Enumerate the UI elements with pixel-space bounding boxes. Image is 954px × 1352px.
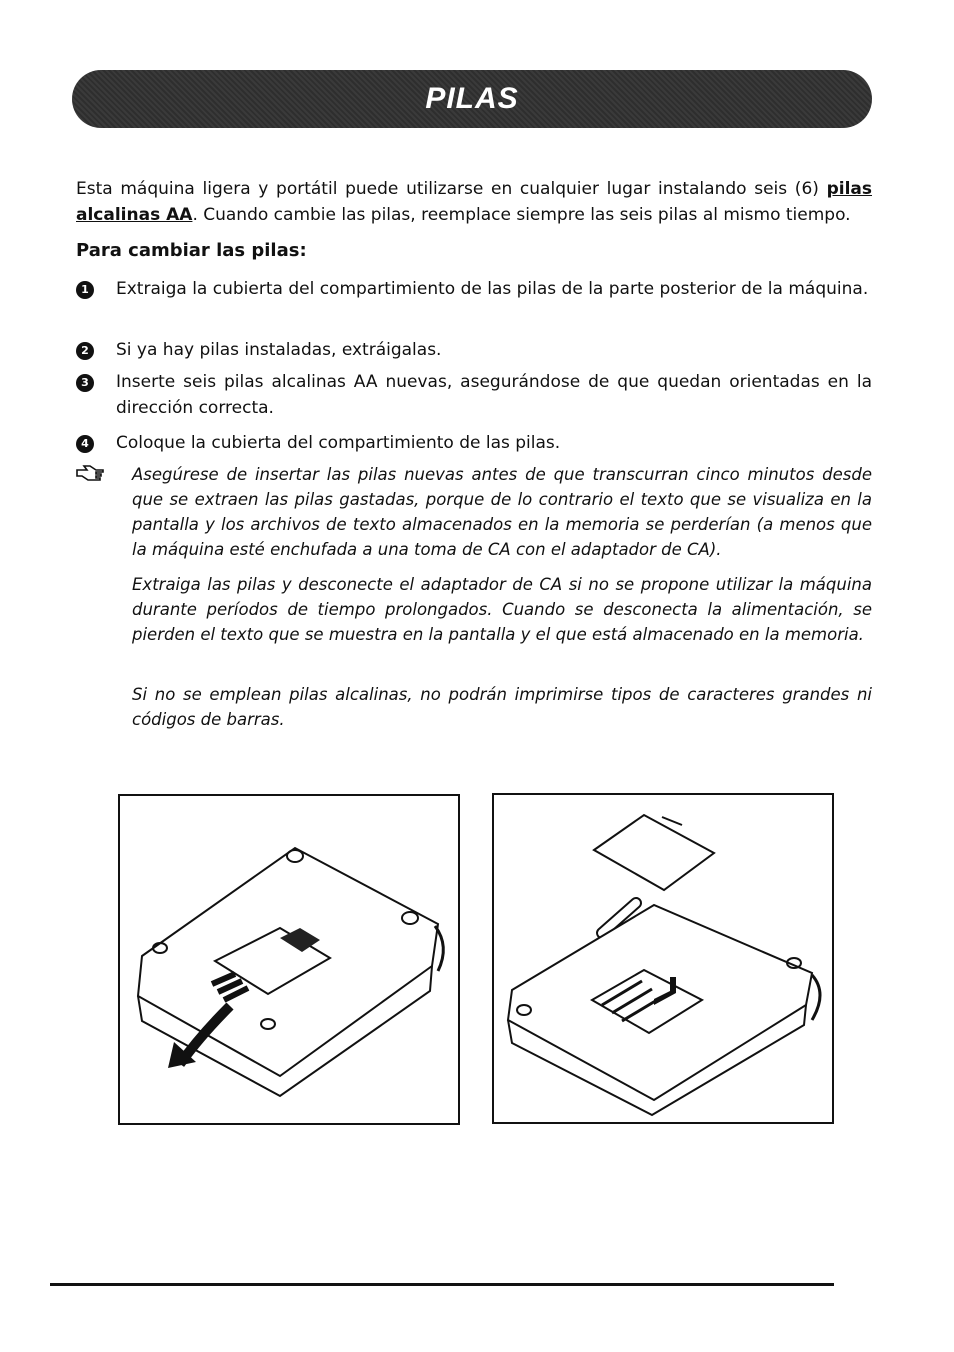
note-2: Extraiga las pilas y desconecte el adaptador de CA si no se propone utilizar la máquina durante períodos de tiempo prolongados. Cuando se desconecta la alimentación, se pierden el texto que se muestra en la pantalla y el que está almacenado en la memoria. [132,575,872,644]
illustration-remove-cover [118,794,460,1125]
step-number-4: 4 [76,435,94,453]
intro-text-1: Esta máquina ligera y portátil puede utilizarse en cualquier lugar instalando seis (6) [76,179,827,199]
footer-rule [50,1283,834,1286]
pointing-hand-icon [76,462,104,482]
step-text-3: Inserte seis pilas alcalinas AA nuevas, asegurándose de que quedan orientadas en la dirección correcta. [116,372,872,418]
page-title: PILAS [425,82,519,115]
intro-paragraph [76,176,872,228]
illustration-insert-batteries [492,793,834,1124]
step-text-2: Si ya hay pilas instaladas, extráigalas. [116,340,442,360]
intro-text-2: . Cuando cambie las pilas, reemplace siempre las seis pilas al mismo tiempo. [192,205,851,225]
battery-compartment-drawing [494,795,832,1122]
step-4 [76,430,872,456]
note-3: Si no se emplean pilas alcalinas, no podrán imprimirse tipos de caracteres grandes ni códigos de barras. [132,685,872,729]
step-3 [76,369,872,421]
step-1 [76,276,872,302]
step-number-3: 3 [76,374,94,392]
step-text-4: Coloque la cubierta del compartimiento de las pilas. [116,433,561,453]
note-1: Asegúrese de insertar las pilas nuevas antes de que transcurran cinco minutos desde que se extraen las pilas gastadas, porque de lo contrario el texto que se visualiza en la pantalla y los archivos de texto almacenados en la memoria se perderían (a menos que la máquina esté enchufada a una toma de CA con el adaptador de CA). [132,465,872,559]
machine-underside-cover-drawing [120,796,458,1123]
battery-type-link: pilas alcalinas AA [76,179,872,225]
section-heading: Para cambiar las pilas: [76,240,307,261]
step-number-2: 2 [76,342,94,360]
title-banner [72,70,872,128]
step-text-1: Extraiga la cubierta del compartimiento de las pilas de la parte posterior de la máquina. [116,279,869,299]
step-number-1: 1 [76,281,94,299]
step-2 [76,337,872,363]
